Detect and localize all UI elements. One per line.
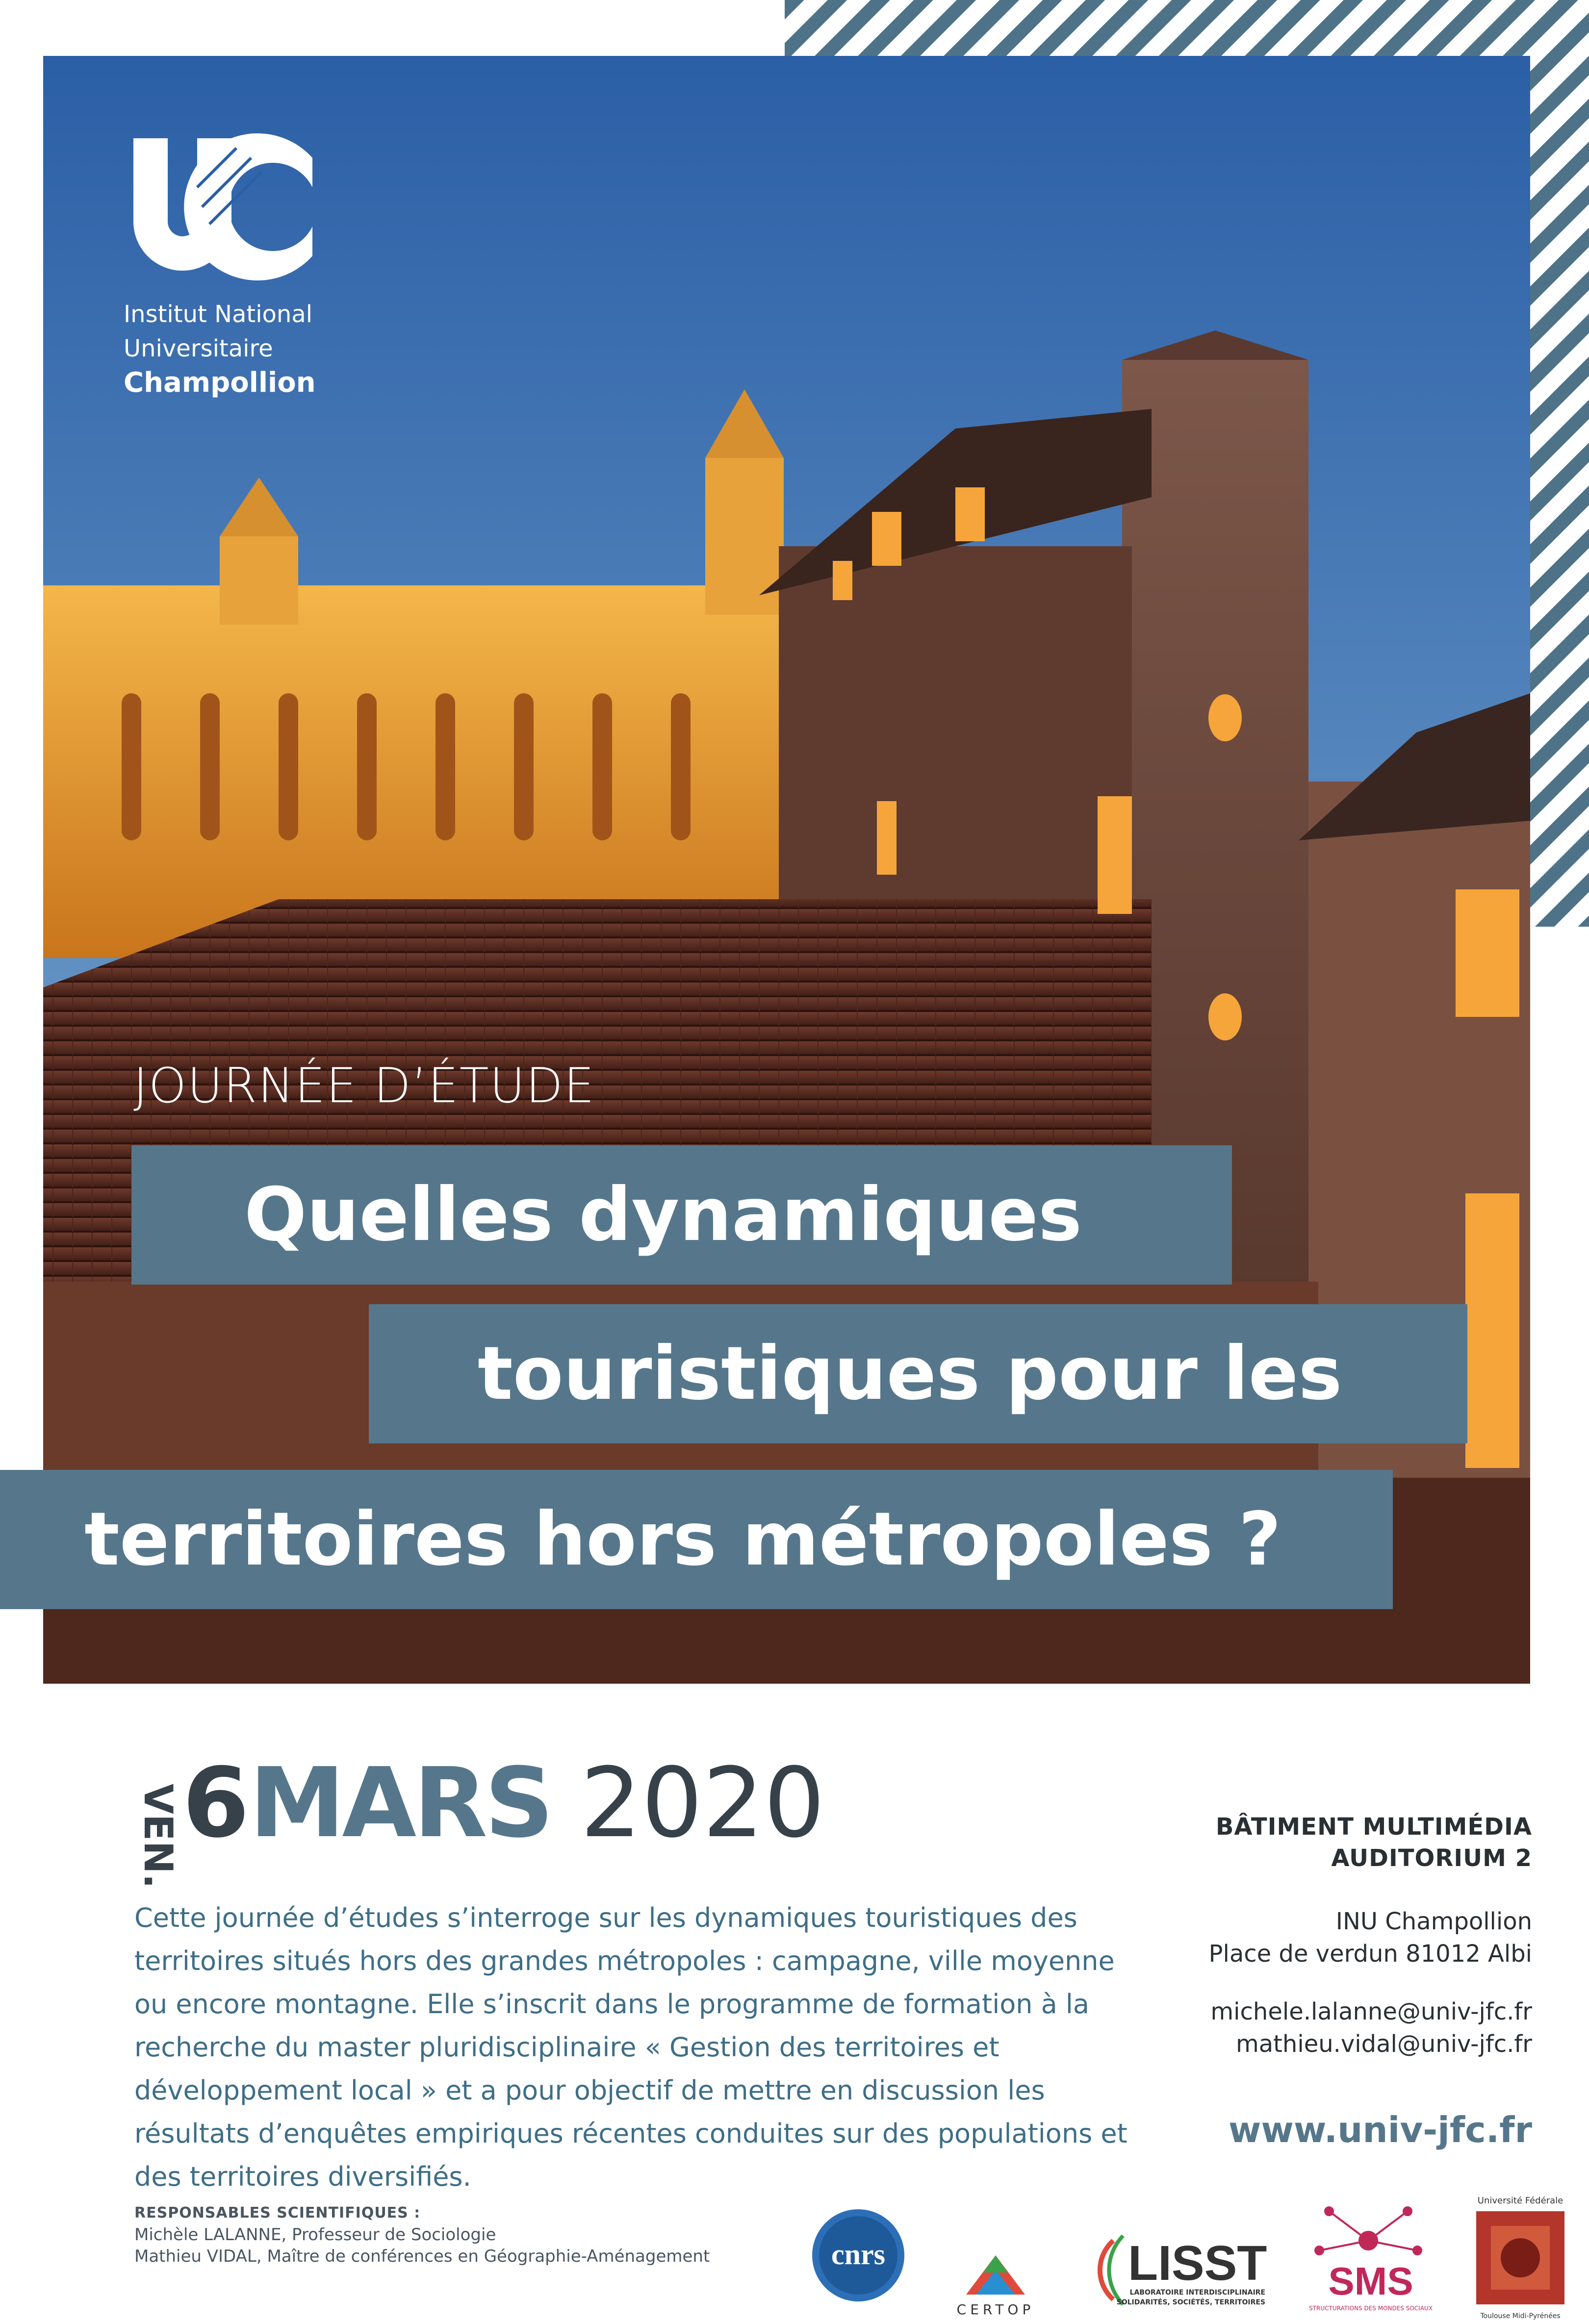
address-block (1209, 1905, 1532, 1970)
website-link[interactable]: www.univ-jfc.fr (1228, 2109, 1532, 2150)
certop-logo (922, 2236, 1069, 2319)
svg-text:cnrs: cnrs (831, 2238, 885, 2271)
svg-text:Université Fédérale: Université Fédérale (1477, 2196, 1563, 2206)
lisst-logo (1094, 2226, 1290, 2314)
institution-line-2: Universitaire (124, 335, 273, 362)
svg-text:LABORATOIRE INTERDISCIPLINAIRE: LABORATOIRE INTERDISCIPLINAIRE (1129, 2289, 1265, 2297)
title-line-2: touristiques pour les (369, 1304, 1467, 1443)
institution-line-3: Champollion (124, 367, 316, 399)
uc-logo-mark (124, 128, 315, 285)
institution-line-1: Institut National (124, 301, 313, 328)
uft-logo (1466, 2192, 1574, 2324)
svg-text:LISST: LISST (1128, 2236, 1267, 2291)
date-day: 6 (182, 1747, 250, 1859)
contact-email-1[interactable]: michele.lalanne@univ-jfc.fr (1210, 1998, 1532, 2025)
responsables-block (134, 2202, 710, 2267)
venue-block (1216, 1811, 1532, 1874)
responsable-2: Mathieu VIDAL, Maître de conférences en Géographie-Aménagement (134, 2247, 710, 2266)
cnrs-logo (809, 2206, 907, 2304)
event-description: Cette journée d’études s’interroge sur les dynamiques touristiques des territoires situés hors des grandes métropoles : campagne, ville moyenne ou encore montagne. Elle s’inscrit dans le programme de formation à la recherche du master pluridisciplinaire « Gestion des territoires et développement local » et a pour objectif de mettre en discussion les résultats d’enquêtes empiriques récentes conduites sur des populations et des territoires diversifiés. (134, 1902, 1128, 2192)
svg-text:Toulouse Midi-Pyrénées: Toulouse Midi-Pyrénées (1480, 2312, 1561, 2320)
responsables-heading: RESPONSABLES SCIENTIFIQUES : (134, 2204, 421, 2222)
svg-text:STRUCTURATIONS DES MONDES SOCI: STRUCTURATIONS DES MONDES SOCIAUX (1309, 2305, 1433, 2312)
contact-emails (1210, 1996, 1532, 2060)
sms-logo (1300, 2197, 1442, 2319)
venue-building: BÂTIMENT MULTIMÉDIA (1215, 1813, 1532, 1841)
institution-name (124, 297, 330, 401)
institution-logo (124, 128, 330, 401)
responsable-1: Michèle LALANNE, Professeur de Sociologie (134, 2225, 496, 2245)
title-line-3: territoires hors métropoles ? (0, 1470, 1393, 1609)
svg-text:SOLIDARITÉS, SOCIÉTÉS, TERRITO: SOLIDARITÉS, SOCIÉTÉS, TERRITOIRES (1116, 2299, 1265, 2306)
date-weekday: VEN. (135, 1784, 181, 1889)
date-month: MARS (249, 1747, 551, 1859)
svg-text:CERTOP: CERTOP (956, 2301, 1035, 2318)
date-year: 2020 (580, 1747, 825, 1859)
event-type: JOURNÉE D’ÉTUDE (133, 1058, 595, 1114)
svg-text:SMS: SMS (1328, 2259, 1413, 2303)
venue-address: Place de verdun 81012 Albi (1208, 1940, 1532, 1968)
title-line-1: Quelles dynamiques (131, 1145, 1232, 1285)
event-date (133, 1735, 825, 1889)
venue-org: INU Champollion (1335, 1908, 1532, 1935)
contact-email-2[interactable]: mathieu.vidal@univ-jfc.fr (1235, 2030, 1532, 2058)
venue-room: AUDITORIUM 2 (1331, 1844, 1532, 1872)
